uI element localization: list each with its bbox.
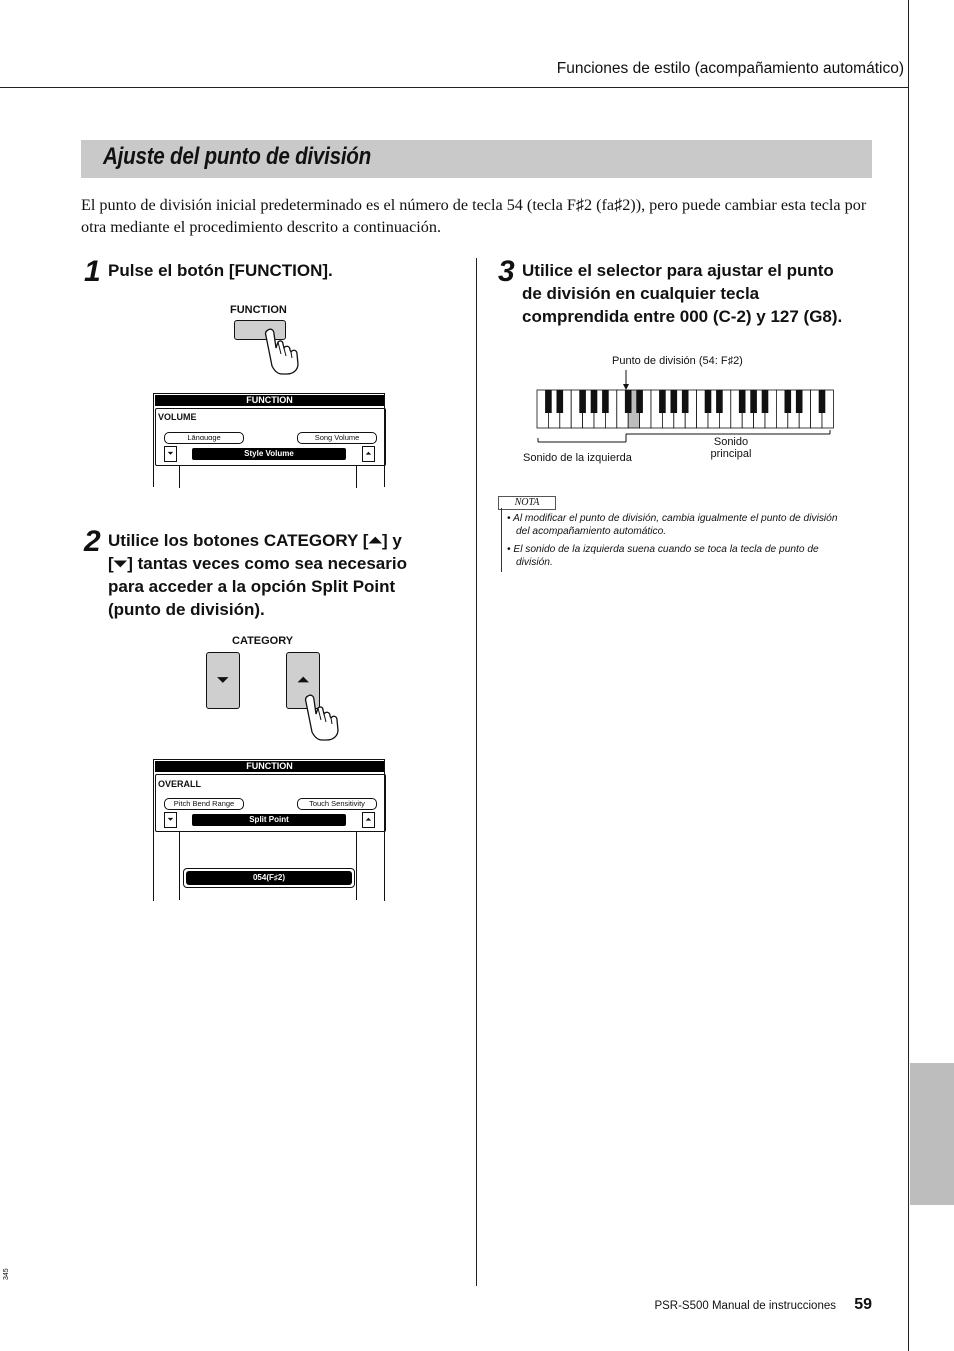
black-key [739,390,746,413]
lcd-2-right-item: Touch Sensitivity [297,798,377,810]
lcd-2-selected-item: Split Point [192,814,346,826]
step-2-text-line4: (punto de división). [108,600,265,619]
page-number: 59 [854,1296,872,1313]
lcd-2-up-arrow-icon: ⏶ [362,812,375,828]
lcd-1-header: FUNCTION [155,395,384,406]
nota-item-1: • Al modificar el punto de división, cambia igualmente el punto de división del acompañamiento automático. [507,513,838,537]
step-2-text-line2: [⏷] tantas veces como sea necesario [108,554,407,573]
black-key [716,390,723,413]
nota-item-2: • El sonido de la izquierda suena cuando se toca la tecla de punto de división. [507,544,819,568]
black-key [591,390,598,413]
black-key [671,390,678,413]
column-divider [476,258,477,1286]
step-3-text-line1: Utilice el selector para ajustar el punto [522,261,834,280]
black-key [579,390,586,413]
function-button-label: FUNCTION [230,304,287,316]
step-1-number: 1 [84,255,101,288]
black-key [682,390,689,413]
black-key [796,390,803,413]
black-key [750,390,757,413]
category-up-button[interactable]: ⏶ [286,652,320,709]
lcd-2-category: OVERALL [158,779,202,789]
black-key [636,390,643,413]
keyboard-diagram [530,368,840,450]
step-2-text-line3: para acceder a la opción Split Point [108,577,396,596]
category-down-button[interactable]: ⏷ [206,652,240,709]
pointing-hand-icon [262,328,306,376]
step-2-number: 2 [84,525,101,558]
lcd-2-left-item: Pitch Bend Range [164,798,244,810]
lcd-2-down-arrow-icon: ⏷ [164,812,177,828]
black-key [557,390,564,413]
pointing-hand-icon [302,694,346,742]
black-key [762,390,769,413]
lcd-1-up-arrow-icon: ⏶ [362,446,375,462]
lcd-1-left-item: Lānɑuɑɡe [164,432,244,444]
footer-product: PSR-S500 Manual de instrucciones [654,1300,836,1312]
nota-rule [501,508,502,572]
lcd-1-right-item: Sonɡ Volume [297,432,377,444]
black-key [625,390,632,413]
black-key [819,390,826,413]
main-sound-label-line2: principal [710,448,752,460]
black-key [705,390,712,413]
lcd-display-1 [153,393,386,488]
lcd-2-value: 054(F♯2) [186,871,352,885]
intro-paragraph: El punto de división inicial predeterminado es el número de tecla 54 (tecla F♯2 (fa♯2)), pero puede cambiar esta tecla por otra mediante el procedimiento descrito a continuación. [81,196,867,236]
black-key [602,390,609,413]
black-key [545,390,552,413]
section-title: Ajuste del punto de división [103,143,371,170]
step-3-text-line2: de división en cualquier tecla [522,284,760,303]
black-key [659,390,666,413]
left-sound-label: Sonido de la izquierda [523,452,632,464]
side-code: 345 [3,1268,10,1280]
category-buttons-label: CATEGORY [232,635,294,647]
main-sound-label [700,436,762,460]
split-point-label: Punto de división (54: F♯2) [612,355,743,367]
nota-label: NOTA [498,496,556,510]
lcd-1-down-arrow-icon: ⏷ [164,446,177,462]
step-1-text: Pulse el botón [FUNCTION]. [108,261,333,280]
lcd-1-selected-item: Style Volume [192,448,346,460]
step-3-text-line3: comprendida entre 000 (C-2) y 127 (G8). [522,307,843,326]
lcd-1-category: VOLUME [158,412,197,422]
step-2-text-line1: Utilice los botones CATEGORY [⏶] y [108,531,402,550]
right-margin-rule [908,0,909,1351]
lcd-display-2 [153,759,386,900]
black-key [785,390,792,413]
running-header: Funciones de estilo (acompañamiento automático) [556,60,904,77]
step-3-number: 3 [498,255,515,288]
chapter-tab [910,1063,954,1205]
lcd-2-header: FUNCTION [155,761,384,772]
header-rule [0,87,909,88]
main-sound-label-line1: Sonido [713,436,749,448]
